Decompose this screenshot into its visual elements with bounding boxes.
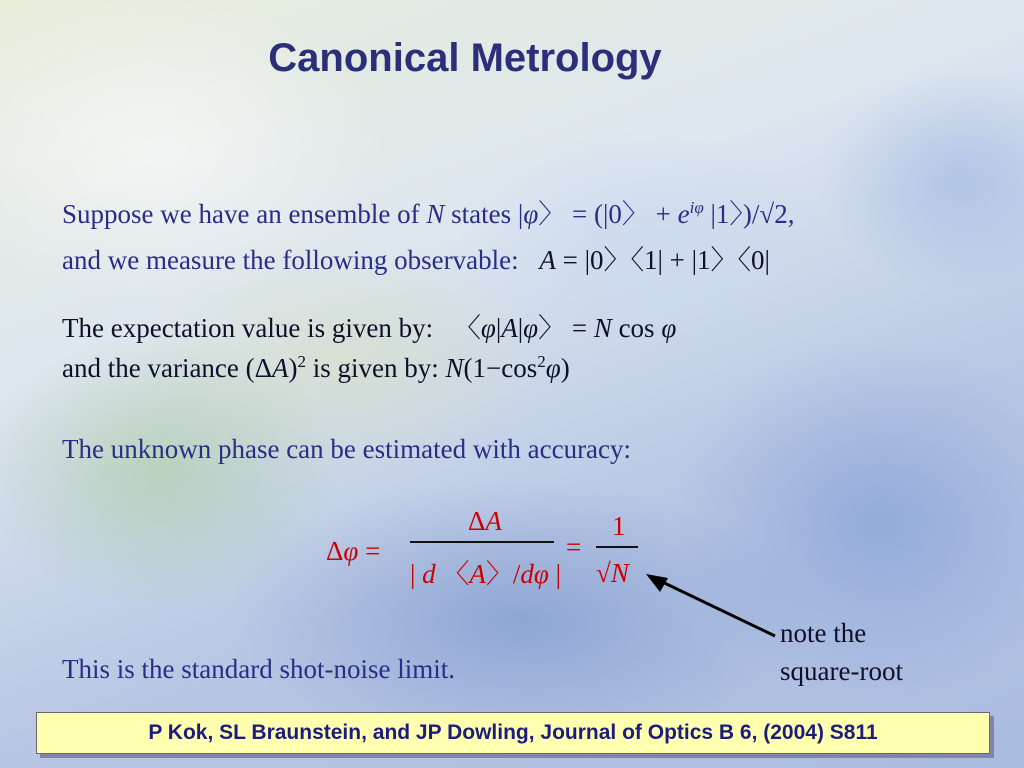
text: 〉 = xyxy=(538,313,594,343)
symbol-phi: φ xyxy=(523,313,539,343)
symbol-N: N xyxy=(426,199,445,229)
text: = |0〉〈1| + |1〉〈0| xyxy=(555,245,770,275)
text: (1−cos xyxy=(463,353,538,383)
text: Δ xyxy=(468,506,486,536)
symbol-N: N xyxy=(593,313,612,343)
symbol-A: A xyxy=(539,245,556,275)
text: | xyxy=(548,559,562,589)
text: 〉 = (|0〉 + xyxy=(538,199,678,229)
text: 〉/ xyxy=(485,559,521,589)
text: | xyxy=(495,313,502,343)
symbol-phi: φ xyxy=(545,353,561,383)
text: states | xyxy=(444,199,524,229)
symbol-A: A xyxy=(485,506,502,536)
sqrt-sign: √ xyxy=(596,558,611,588)
note-square-root xyxy=(780,614,903,690)
slide-title: Canonical Metrology xyxy=(268,36,662,80)
text: cos xyxy=(611,313,662,343)
symbol-A: A xyxy=(272,353,289,383)
arrow-shaft xyxy=(654,578,775,636)
conclusion: This is the standard shot-noise limit. xyxy=(62,654,455,684)
symbol-N: N xyxy=(445,353,464,383)
text: 〈 xyxy=(453,313,481,343)
text: and the variance (Δ xyxy=(62,353,273,383)
text: 〈 xyxy=(435,559,470,589)
statement-accuracy: The unknown phase can be estimated with accuracy: xyxy=(62,434,632,464)
formula-equals: = xyxy=(566,532,582,562)
text: | xyxy=(517,313,524,343)
text: | xyxy=(410,559,423,589)
arrow-head xyxy=(646,574,668,592)
text: is given by: xyxy=(306,353,446,383)
note-line: square-root xyxy=(780,656,903,686)
symbol-N: N xyxy=(610,558,629,588)
symbol-exponent: iφ xyxy=(689,198,704,217)
symbol-phi: φ xyxy=(661,313,677,343)
superscript: 2 xyxy=(537,352,546,371)
symbol-e: e xyxy=(677,199,690,229)
note-line: note the xyxy=(780,618,867,648)
text: and we measure the following observable: xyxy=(62,245,519,275)
superscript: 2 xyxy=(297,352,307,371)
symbol-d: d xyxy=(520,559,534,589)
formula-one: 1 xyxy=(612,511,626,541)
symbol-phi: φ xyxy=(533,559,549,589)
symbol-d: d xyxy=(422,559,436,589)
text: The expectation value is given by: xyxy=(62,313,434,343)
symbol-phi: φ xyxy=(523,199,539,229)
symbol-phi: φ xyxy=(343,536,359,566)
text: = xyxy=(358,536,381,566)
reference-banner: P Kok, SL Braunstein, and JP Dowling, Journal of Optics B 6, (2004) S811 xyxy=(36,712,990,754)
text: Suppose we have an ensemble of xyxy=(62,199,427,229)
symbol-A: A xyxy=(469,559,486,589)
symbol-phi: φ xyxy=(480,313,496,343)
text: ) xyxy=(288,353,298,383)
symbol-A: A xyxy=(501,313,518,343)
text: ) xyxy=(560,353,570,383)
text: Δ xyxy=(326,536,344,566)
text: |1〉)/√2, xyxy=(703,199,795,229)
